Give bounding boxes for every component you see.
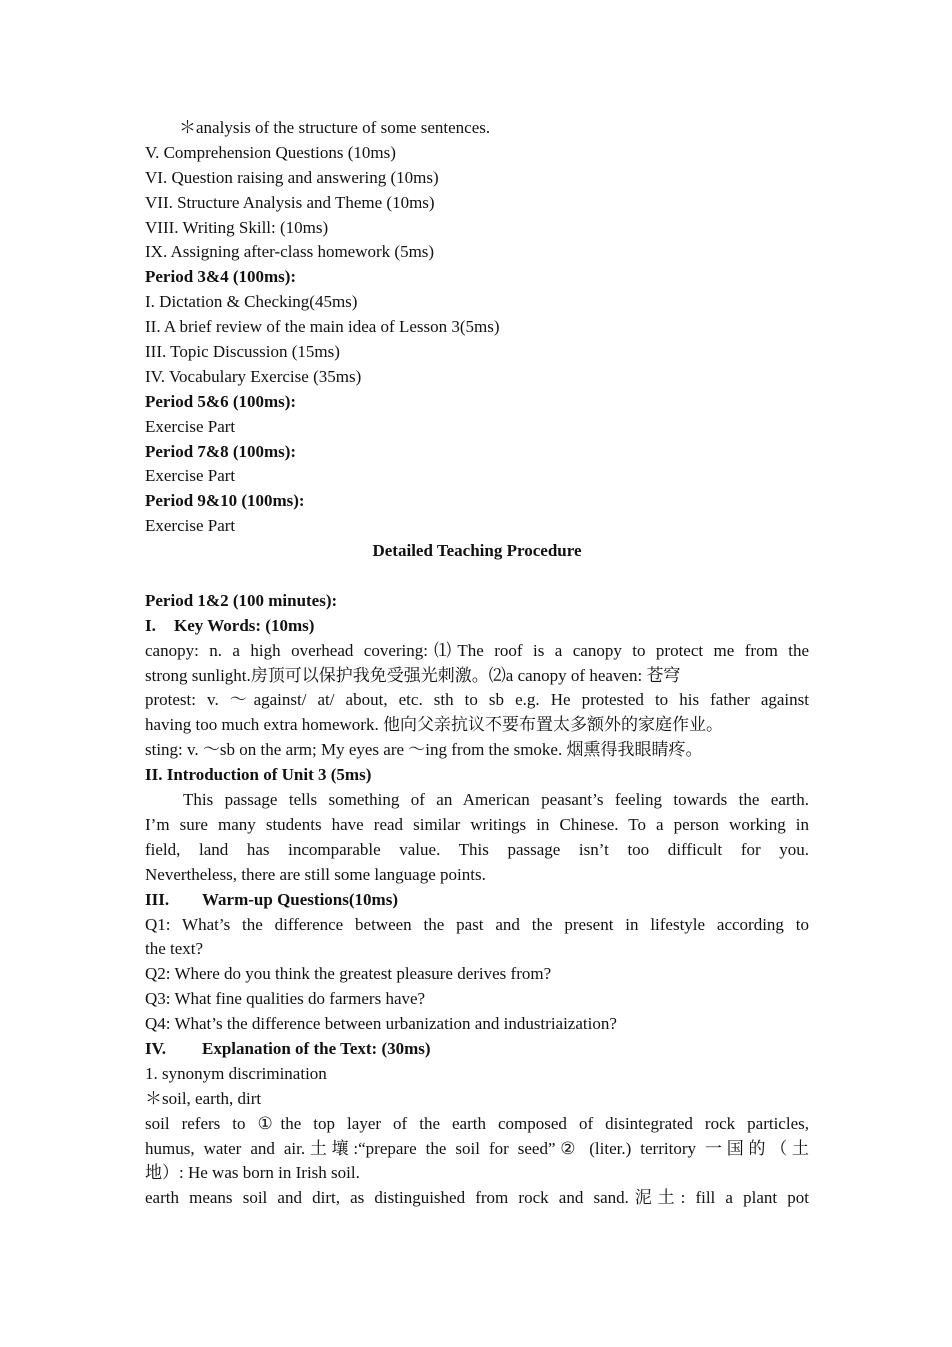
heading-text: Key Words: (10ms) [174, 615, 315, 635]
outline-line: I. Dictation & Checking(45ms) [145, 292, 358, 312]
outline-line: Exercise Part [145, 416, 236, 436]
outline-line: VII. Structure Analysis and Theme (10ms) [145, 192, 435, 212]
paragraph-line: earth means soil and dirt, as distinguished from rock and sand.泥土: fill a plant pot [145, 1188, 809, 1208]
outline-line: II. A brief review of the main idea of Lesson 3(5ms) [145, 317, 500, 337]
heading-text: Warm-up Questions(10ms) [202, 889, 398, 909]
warmup-heading [145, 888, 809, 913]
period-heading: Period 1&2 (100 minutes): [145, 590, 338, 610]
outline-line: Exercise Part [145, 466, 236, 486]
paragraph-line: soil refers to ①the top layer of the earth composed of disintegrated rock particles, [145, 1113, 809, 1133]
paragraph-line: strong sunlight.房顶可以保护我免受强光刺激。⑵a canopy of heaven: 苍穹 [145, 665, 681, 685]
paragraph-line: humus, water and air.土壤:“prepare the soil for seed”② (liter.) territory 一国的（土 [145, 1138, 809, 1158]
question-line: Q3: What fine qualities do farmers have? [145, 989, 426, 1009]
paragraph-line: having too much extra homework. 他向父亲抗议不要布置太多额外的家庭作业。 [145, 715, 723, 735]
period-heading: Period 3&4 (100ms): [145, 267, 297, 287]
paragraph-line: 地）: He was born in Irish soil. [145, 1163, 360, 1183]
period-heading: Period 9&10 (100ms): [145, 491, 305, 511]
heading-number: III. [145, 889, 170, 909]
paragraph-line: canopy: n. a high overhead covering:⑴The roof is a canopy to protect me from the [145, 640, 809, 660]
heading-text: Explanation of the Text: (30ms) [202, 1038, 431, 1058]
outline-line: IX. Assigning after-class homework (5ms) [145, 242, 435, 262]
question-line: Q1: What’s the difference between the past and the present in lifestyle according to [145, 914, 809, 934]
outline-line: III. Topic Discussion (15ms) [145, 342, 340, 362]
section-title: Detailed Teaching Procedure [372, 541, 582, 561]
question-line: Q4: What’s the difference between urbanization and industriaization? [145, 1014, 617, 1034]
question-line: Q2: Where do you think the greatest pleasure derives from? [145, 964, 552, 984]
outline-line: ＊analysis of the structure of some sentences. [179, 118, 491, 137]
spacer [145, 564, 809, 589]
heading-number: I. [145, 615, 156, 635]
paragraph-line: protest: v. ～against/ at/ about, etc. sth to sb e.g. He protested to his father against [145, 690, 809, 710]
period-heading: Period 5&6 (100ms): [145, 391, 297, 411]
paragraph-line: This passage tells something of an American peasant’s feeling towards the earth. [183, 790, 809, 810]
paragraph-line: 1. synonym discrimination [145, 1063, 327, 1083]
outline-line: V. Comprehension Questions (10ms) [145, 142, 396, 162]
outline-line: VI. Question raising and answering (10ms) [145, 167, 439, 187]
paragraph-line: field, land has incomparable value. This passage isn’t too difficult for you. [145, 839, 809, 859]
paragraph-line: ＊soil, earth, dirt [145, 1088, 262, 1108]
question-line: the text? [145, 939, 204, 959]
explanation-heading [145, 1037, 809, 1062]
key-words-heading [145, 614, 809, 639]
outline-line: Exercise Part [145, 516, 236, 536]
document-page [145, 116, 809, 1211]
paragraph-line: I’m sure many students have read similar writings in Chinese. To a person working in [145, 814, 809, 834]
paragraph-line: Nevertheless, there are still some language points. [145, 864, 486, 884]
outline-line: VIII. Writing Skill: (10ms) [145, 217, 329, 237]
intro-heading: II. Introduction of Unit 3 (5ms) [145, 765, 372, 785]
heading-number: IV. [145, 1038, 166, 1058]
paragraph-line: sting: v. ～sb on the arm; My eyes are ～ing from the smoke. 烟熏得我眼睛疼。 [145, 740, 703, 760]
outline-line: IV. Vocabulary Exercise (35ms) [145, 366, 362, 386]
period-heading: Period 7&8 (100ms): [145, 441, 297, 461]
